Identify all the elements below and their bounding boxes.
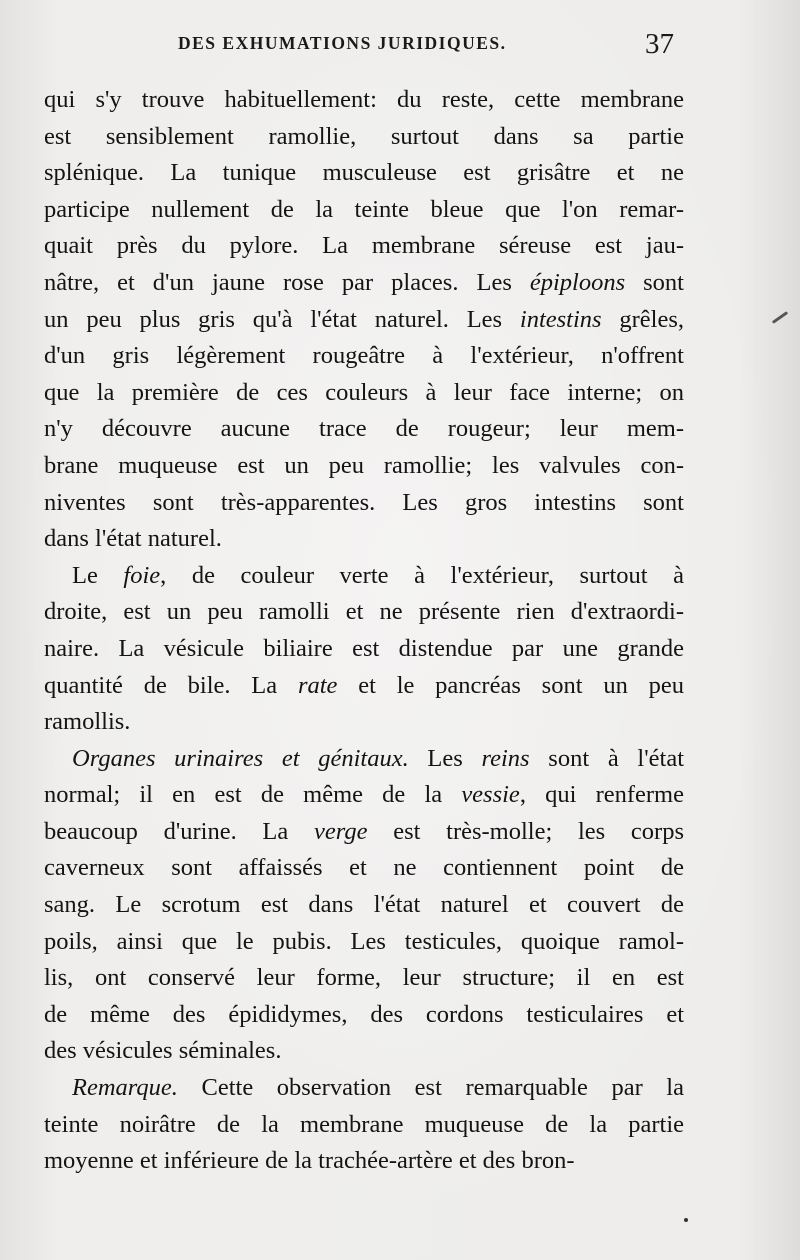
text-line [44,777,684,814]
text-line [44,704,684,741]
text-run: brane muqueuse est un peu ramollie; les valvules con- [44,451,684,479]
text-run: quantité de bile. La [44,671,298,699]
text-run: , de couleur verte à l'extérieur, surtout à [160,561,684,589]
text-run: Les [408,744,482,772]
text-line [44,1107,684,1144]
text-run: participe nullement de la teinte bleue que l'on remar- [44,195,684,223]
italic-run: rate [297,671,338,699]
text-line [44,155,684,192]
ink-dot [684,1218,688,1222]
text-line [44,521,684,558]
italic-run: épiploons [529,268,626,296]
text-run: un peu plus gris qu'à l'état naturel. Les [44,305,520,333]
italic-run: Remarque. [72,1074,178,1102]
text-run: sang. Le scrotum est dans l'état naturel et couvert de [44,891,684,919]
text-line [44,924,684,961]
paragraph [44,1070,684,1180]
text-line [44,594,684,631]
text-run: Le [72,561,124,589]
text-line [44,485,684,522]
text-run: sont [625,268,684,296]
text-run: droite, est un peu ramolli et ne présente rien d'extraordi- [44,598,684,626]
body-text [44,82,684,1180]
text-run: d'un gris légèrement rougeâtre à l'extérieur, n'offrent [44,342,684,370]
text-run: splénique. La tunique musculeuse est grisâtre et ne [44,159,684,187]
text-line [44,668,684,705]
text-run: dans l'état naturel. [44,525,222,553]
text-line [44,850,684,887]
text-line [44,228,684,265]
text-run: est sensiblement ramollie, surtout dans sa partie [44,122,684,150]
text-run: grêles, [601,305,684,333]
text-line [44,814,684,851]
text-line [44,741,684,778]
text-run: sont à l'état [529,744,684,772]
text-run: est très-molle; les corps [367,817,684,845]
text-line [44,411,684,448]
paragraph [44,741,684,1070]
text-line [44,960,684,997]
text-run: moyenne et inférieure de la trachée-artère et des bron- [44,1147,575,1175]
italic-run: vessie [461,781,520,809]
text-run: qui s'y trouve habituellement: du reste, cette membrane [44,86,684,113]
italic-run: intestins [519,305,602,333]
text-line [44,119,684,156]
text-run: , qui renferme [519,781,684,809]
text-line [44,265,684,302]
text-run: et le pancréas sont un peu [337,671,684,699]
text-line [44,1033,684,1070]
margin-mark [772,311,788,324]
running-head: DES EXHUMATIONS JURIDIQUES. [178,33,507,53]
text-line [44,1143,684,1180]
text-run: n'y découvre aucune trace de rougeur; leur mem- [44,415,684,443]
text-run: Cette observation est remarquable par la [177,1074,684,1102]
paragraph [44,82,684,558]
text-line [44,338,684,375]
text-line [44,82,684,119]
text-run: des vésicules séminales. [44,1037,282,1065]
text-run: normal; il en est de même de la [44,781,462,809]
text-line [44,887,684,924]
text-run: teinte noirâtre de la membrane muqueuse de la partie [44,1110,684,1138]
italic-run: reins [481,744,530,772]
text-line [44,302,684,339]
text-run: beaucoup d'urine. La [44,817,314,845]
text-line [44,997,684,1034]
text-run: caverneux sont affaissés et ne contiennent point de [44,854,684,882]
text-run: ramollis. [44,708,131,736]
text-run: de même des épididymes, des cordons testiculaires et [44,1000,684,1028]
text-line [44,375,684,412]
text-run: naire. La vésicule biliaire est distendue par une grande [44,634,684,662]
page-number: 37 [645,28,674,60]
text-line [44,558,684,595]
text-run: quait près du pylore. La membrane séreuse est jau- [44,232,684,260]
text-run: poils, ainsi que le pubis. Les testicules, quoique ramol- [44,927,684,955]
italic-run: Organes urinaires et génitaux. [72,744,409,772]
text-line [44,192,684,229]
text-line [44,1070,684,1107]
text-line [44,631,684,668]
italic-run: verge [314,817,368,845]
text-run: lis, ont conservé leur forme, leur structure; il en est [44,964,684,992]
italic-run: foie [123,561,161,589]
text-run: que la première de ces couleurs à leur face interne; on [44,378,684,406]
text-line [44,448,684,485]
text-run: niventes sont très-apparentes. Les gros intestins sont [44,488,684,516]
text-run: nâtre, et d'un jaune rose par places. Les [44,268,530,296]
paragraph [44,558,684,741]
